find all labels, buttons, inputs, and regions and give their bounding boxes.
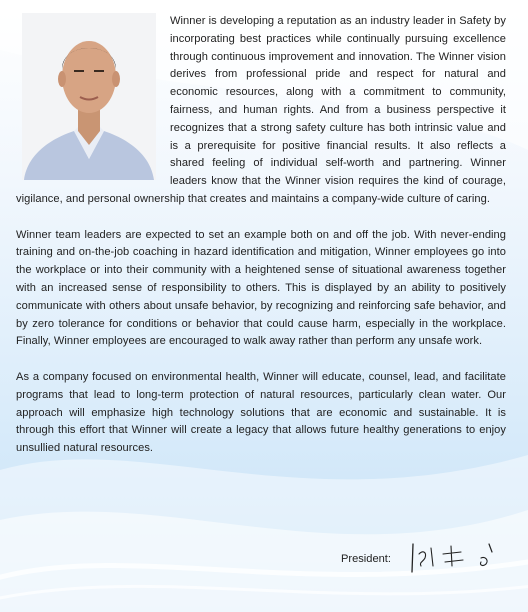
handwritten-signature bbox=[409, 536, 509, 582]
paragraph-environmental-health: As a company focused on environmental health, Winner will educate, counsel, lead, and facilitate programs that lead to long-term protection of natural resources, particularly clean water. Our approach will emphasize high technology solutions that are economic and sustainable. It is through this effort that Winner will create a legacy that allows future healthy generations to enjoy unsullied natural resources. bbox=[16, 370, 506, 455]
signature-block bbox=[341, 536, 509, 582]
portrait-image bbox=[22, 13, 156, 180]
president-portrait bbox=[22, 13, 156, 180]
letter-body bbox=[16, 13, 506, 458]
signature-label: President: bbox=[341, 553, 391, 565]
paragraph-team-leaders: Winner team leaders are expected to set an example both on and off the job. With never-ending training and on-the-job coaching in hazard identification and mitigation, Winner employees go into the workplace or into their community with a heightened sense of situational awareness together with an increased sense of responsibility to others. This is displayed by an ability to positively communicate with others about unsafe behavior, by recognizing and reinforcing safe behavior, and by zero tolerance for conditions or behavior that could cause harm, especially in the workplace. Finally, Winner employees are encouraged to walk away rather than perform any unsafe work. bbox=[16, 228, 506, 348]
paragraph-leadership-vision: Winner is developing a reputation as an industry leader in Safety by incorporating best practices while continually pursuing excellence through continuous improvement and innovation. The Winner vision derives from professional pride and respect for natural and economic resources, along with a commitment to community, fairness, and human rights. And from a business perspective it recognizes that a strong safety culture has both intrinsic value and is a prerequisite for positive financial results. It also reflects a shared feeling of individual self-worth and partnering. Winner leaders know that the Winner vision requires the kind of courage, vigilance, and personal ownership that creates and maintains a company-wide culture of caring. bbox=[16, 15, 506, 205]
